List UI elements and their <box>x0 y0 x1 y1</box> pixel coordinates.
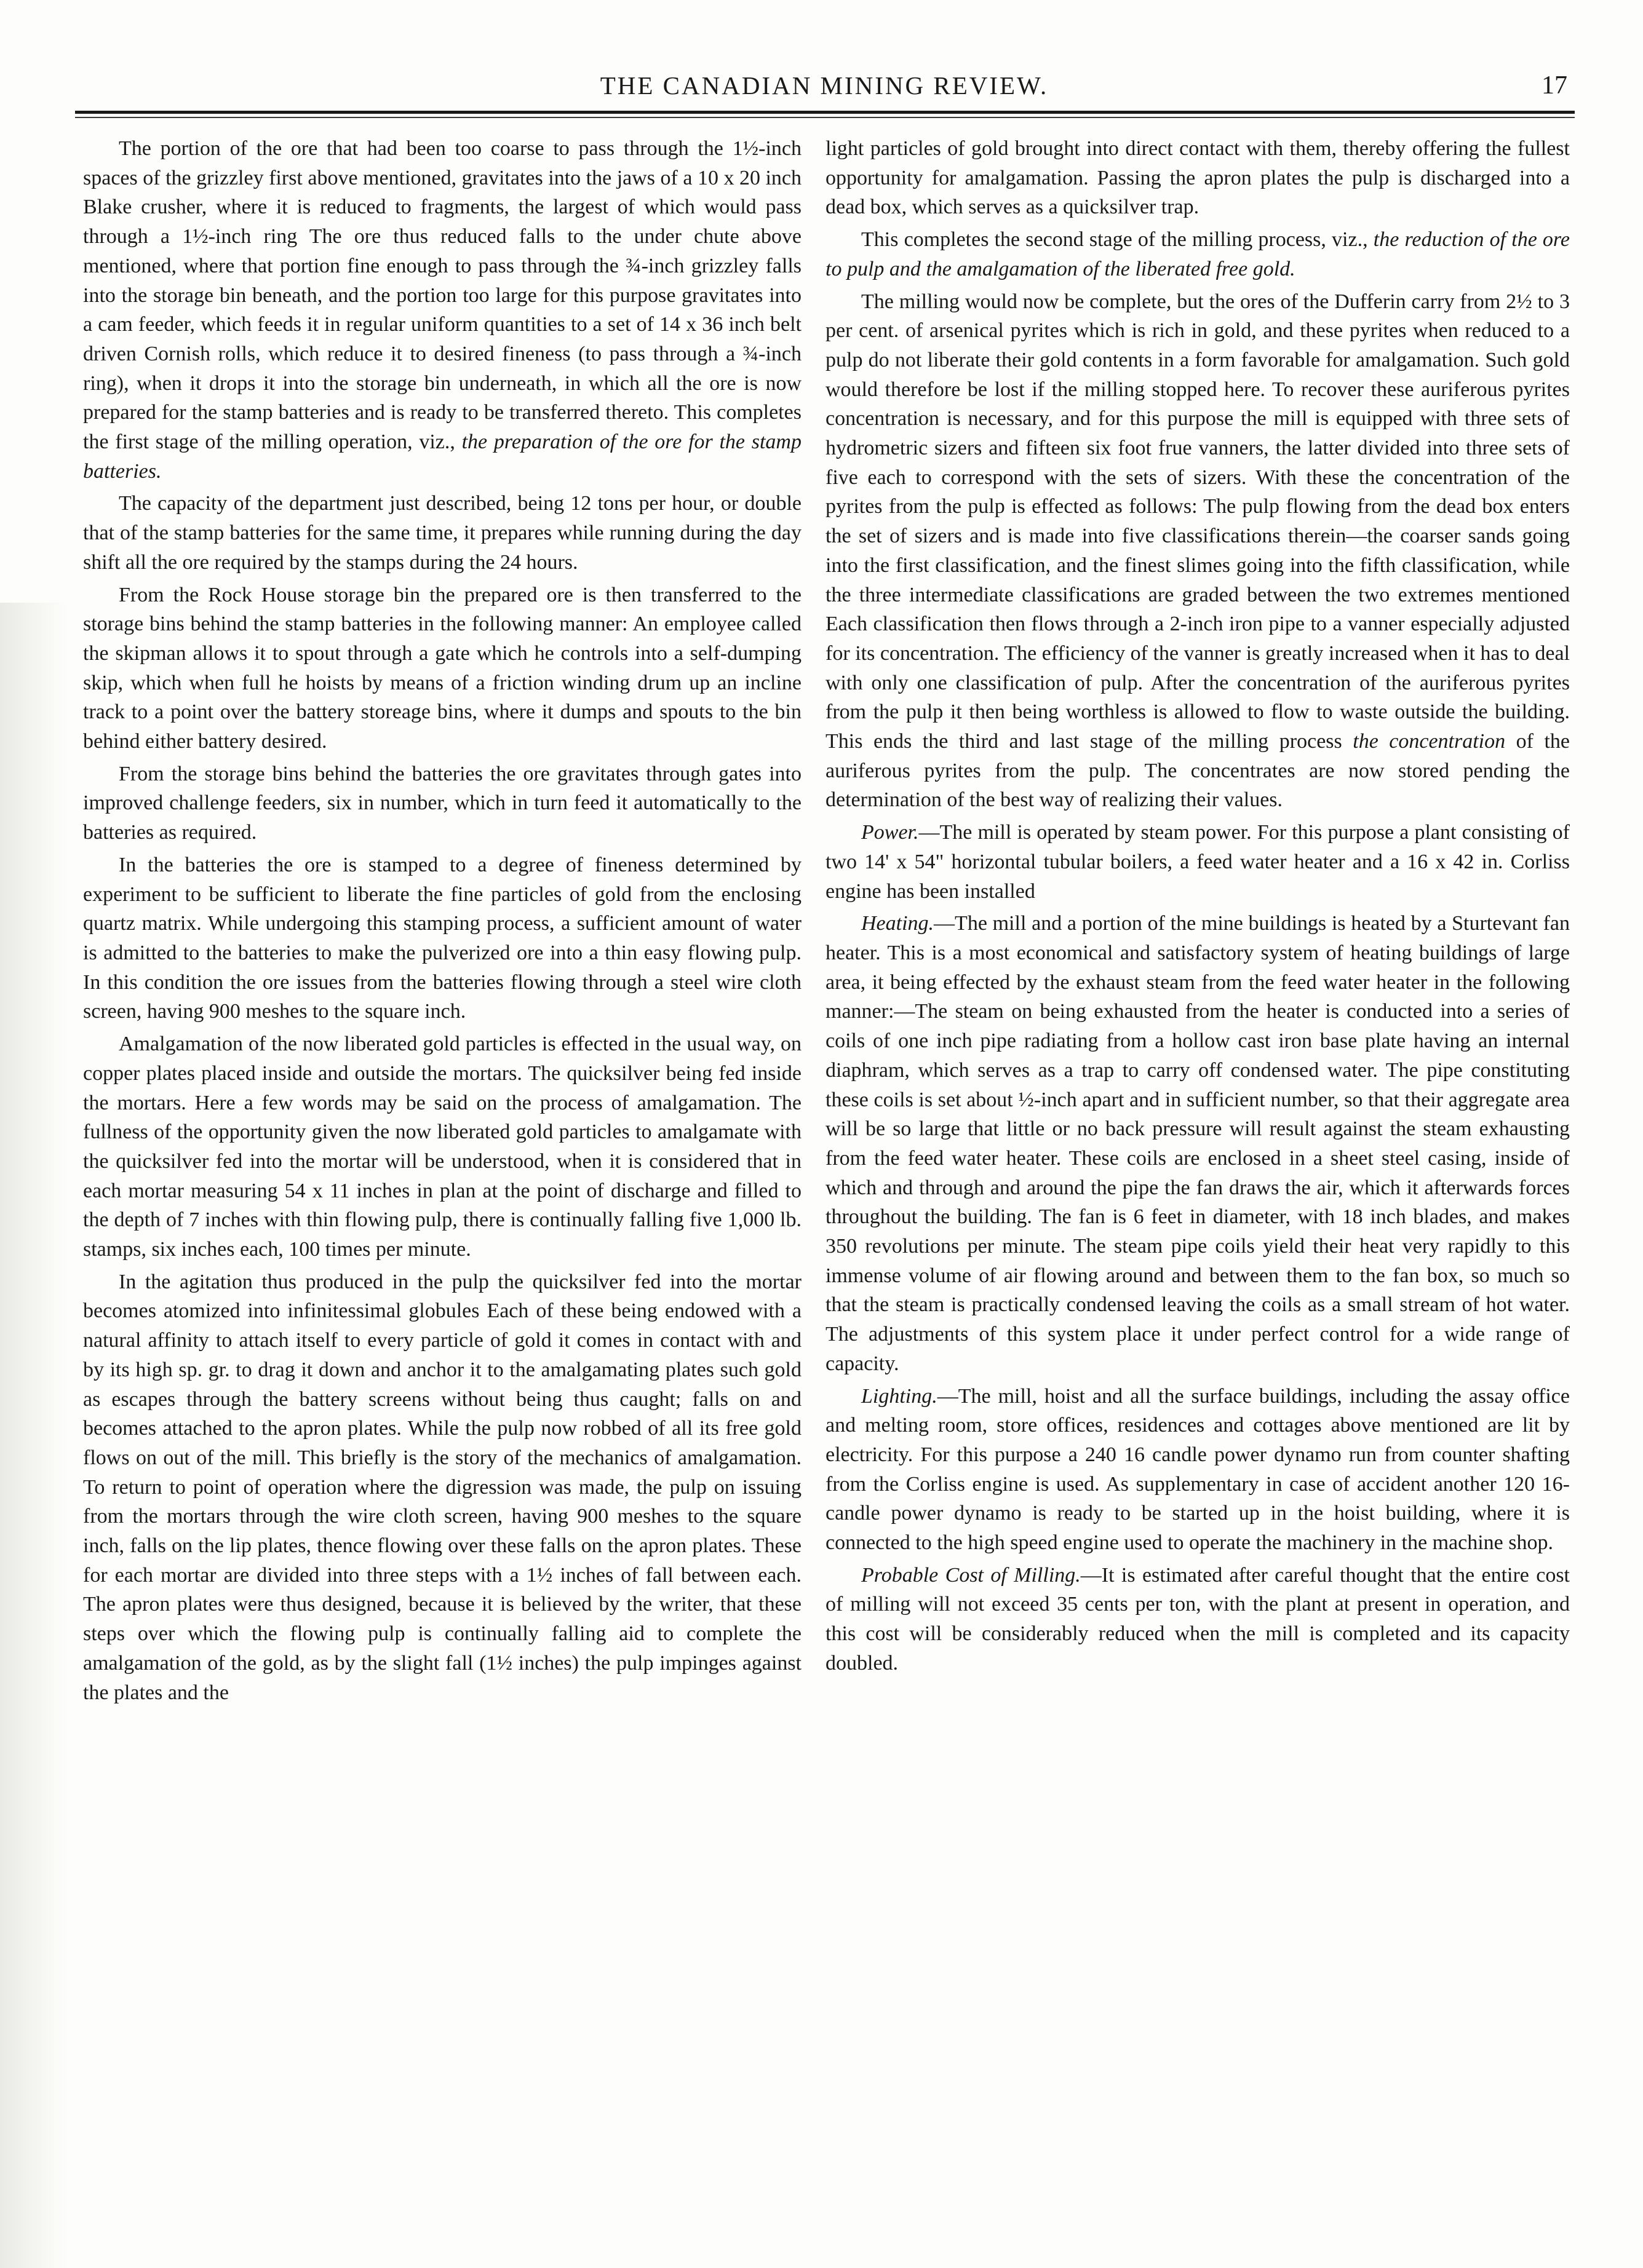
paragraph-amalgamation: Amalgamation of the now liberated gold particles is effected in the usual way, on copper plates placed inside and outside the mortars. The quicksilver being fed inside the mortars. Here a few words may be said on the process of amalgamation. The fullness of the opportunity given the now liberated gold particles to amalgamate with the quicksilver fed into the mortar will be understood, when it is considered that in each mortar measuring 54 x 11 inches in plan at the point of discharge and filled to the depth of 7 inches with thin flowing pulp, there is continually falling five 1,000 lb. stamps, six inches each, 100 times per minute. <box>83 1033 802 1261</box>
first-stage-italic: the preparation of the ore for the stamp batteries. <box>83 430 802 483</box>
paragraph-lighting <box>825 1382 1570 1558</box>
paragraph-continuation: light particles of gold brought into direct contact with them, thereby offering the fullest opportunity for amalgamation. Passing the apron plates the pulp is discharged into a dead box, which serves as a quicksilver trap. <box>825 137 1570 219</box>
lighting-lead: Lighting. <box>861 1384 937 1408</box>
concentration-end: of the auriferous pyrites from the pulp. The concentrates are now stored pending the determination of the best way of realizing their values. <box>825 730 1570 812</box>
power-lead: Power. <box>861 821 919 844</box>
paragraph-agitation: In the agitation thus produced in the pulp the quicksilver fed into the mortar becomes atomized into infinitessimal globules Each of these being endowed with a natural affinity to attach itself to every particle of gold it comes in contact with and by its high sp. gr. to drag it down and anchor it to the amalgamating plates such gold as escapes through the battery screens without being thus caught; falls on and becomes attached to the apron plates. While the pulp now robbed of all its free gold flows on out of the mill. This briefly is the story of the mechanics of amalgamation. To return to point of operation where the digression was made, the pulp on issuing from the mortars through the wire cloth screen, having 900 meshes to the square inch, falls on the lip plates, thence flowing over these falls on the apron plates. These for each mortar are divided into three steps with a 1½ inches of fall between each. The apron plates were thus designed, because it is believed by the writer, that these steps over which the flowing pulp is continually falling aid to complete the amalgamation of the gold, as by the slight fall (1½ inches) the pulp impinges against the plates and the <box>83 1270 802 1704</box>
paragraph-capacity: The capacity of the department just described, being 12 tons per hour, or double that of the stamp batteries for the same time, it prepares while running during the day shift all the ore required by the stamps during the 24 hours. <box>83 492 802 574</box>
heating-lead: Heating. <box>861 912 934 935</box>
paragraph-crusher <box>83 134 802 486</box>
paragraph-cost <box>825 1561 1570 1678</box>
header-rule <box>75 111 1575 114</box>
paragraph-rock-house: From the Rock House storage bin the prepared ore is then transferred to the storage bins behind the stamp batteries in the following manner: An employee called the skipman allows it to spout through a gate which he controls into a self-dumping skip, which when full he hoists by means of a friction winding drum up an incline track to a point over the battery storeage bins, where it dumps and spouts to the bin behind either battery desired. <box>83 583 802 753</box>
heating-text: —The mill and a portion of the mine buildings is heated by a Sturtevant fan heater. This is a most economical and satisfactory system of heating buildings of large area, it being effected by the exhaust steam from the feed water heater in the following manner:—The steam on being exhausted from the heater is conducted into a series of coils of one inch pipe radiating from a hollow cast iron base plate having an internal diaphram, which serves as a trap to carry off condensed water. The pipe constituting these coils is set about ½-inch apart and in sufficient number, so that their aggregate area will be so large that little or no back pressure will result against the steam exhausting from the feed water heater. These coils are enclosed in a sheet steel casing, inside of which and through and around the pipe the fan draws the air, which it afterwards forces throughout the building. The fan is 6 feet in diameter, with 18 inch blades, and makes 350 revolutions per minute. The steam pipe coils yield their heat very rapidly to this immense volume of air flowing around and between them to the fan box, so much so that the steam is practically condensed leaving the coils as a small stream of hot water. The adjustments of this system place it under perfect control for a wide range of capacity. <box>825 912 1570 1375</box>
paragraph-crusher-text: The portion of the ore that had been too coarse to pass through the 1½-inch spaces of the grizzley first above mentioned, gravitates into the jaws of a 10 x 20 inch Blake crusher, where it is reduced to fragments, the largest of which would pass through a 1½-inch ring The ore thus reduced falls to the under chute above mentioned, where that portion fine enough to pass through the ¾-inch grizzley falls into the storage bin beneath, and the portion too large for this purpose gravitates into a cam feeder, which feeds it in regular uniform quantities to a set of 14 x 36 inch belt driven Cornish rolls, which reduce it to desired fineness (to pass through a ¾-inch ring), when it drops it into the storage bin underneath, in which all the ore is now prepared for the stamp batteries and is ready to be transferred thereto. This completes the first stage of the milling operation, viz., <box>83 137 802 454</box>
paragraph-heating <box>825 909 1570 1378</box>
journal-title: THE CANADIAN MINING REVIEW. <box>600 71 1049 100</box>
second-stage-text: This completes the second stage of the milling process, viz., <box>861 228 1368 252</box>
second-stage-italic: the reduction of the ore to pulp and the amalgamation of the liberated free gold. <box>825 228 1570 280</box>
cost-lead: Probable Cost of Milling. <box>861 1563 1081 1587</box>
binding-margin <box>0 603 68 2268</box>
lighting-text: —The mill, hoist and all the surface buildings, including the assay office and melting room, store offices, residences and cottages above mentioned are lit by electricity. For this purpose a 240 16 candle power dynamo run from counter shafting from the Corliss engine is used. As supplementary in case of accident another 120 16-candle power dynamo is ready to be started up in the hoist building, where it is connected to the high speed engine used to operate the machinery in the machine shop. <box>825 1384 1570 1555</box>
cost-text: —It is estimated after careful thought that the entire cost of milling will not exceed 35 cents per ton, with the plant at present in operation, and this cost will be considerably reduced when the mill is completed and its capacity doubled. <box>825 1563 1570 1675</box>
page-header <box>74 66 1575 109</box>
paragraph-batteries: In the batteries the ore is stamped to a degree of fineness determined by experiment to be sufficient to liberate the fine particles of gold from the enclosing quartz matrix. While undergoing this stamping process, a sufficient amount of water is admitted to the batteries to make the pulverized ore into a thin easy flowing pulp. In this condition the ore issues from the batteries flowing through a steel wire cloth screen, having 900 meshes to the square inch. <box>83 853 802 1023</box>
header-rule-thin <box>75 117 1575 118</box>
left-column <box>83 134 802 1710</box>
paragraph-concentration <box>825 287 1570 815</box>
paragraph-power <box>825 818 1570 906</box>
power-text: —The mill is operated by steam power. For this purpose a plant consisting of two 14' x 54" horizontal tubular boilers, a feed water heater and a 16 x 42 in. Corliss engine has been installed <box>825 821 1570 903</box>
right-column <box>825 134 1570 1681</box>
page-number: 17 <box>1542 71 1567 100</box>
concentration-italic: the concentration <box>1353 730 1506 753</box>
concentration-text: The milling would now be complete, but the ores of the Dufferin carry from 2½ to 3 per cent. of arsenical pyrites which is rich in gold, and these pyrites when reduced to a pulp do not liberate their gold contents in a form favorable for amalgamation. Such gold would therefore be lost if the milling stopped here. To recover these auriferous pyrites concentration is necessary, and for this purpose the mill is equipped with three sets of hydrometric sizers and fifteen six foot frue vanners, the latter divided into three sets of five each to correspond with the sets of sizers. With these the concentration of the pyrites from the pulp is effected as follows: The pulp flowing from the dead box enters the set of sizers and is made into five classifications therein—the coarser sands going into the first classification, and the finest slimes going into the fifth classification, while the three intermediate classifications are graded between the two extremes mentioned Each classification then flows through a 2-inch iron pipe to a vanner especially adjusted for its concentration. The efficiency of the vanner is greatly increased when it has to deal with only one classification of pulp. After the concentration of the auriferous pyrites from the pulp it then being worthless is allowed to flow to waste outside the building. This ends the third and last stage of the milling process <box>825 290 1570 753</box>
paragraph-second-stage <box>825 225 1570 284</box>
paragraph-storage-bins: From the storage bins behind the batteries the ore gravitates through gates into improved challenge feeders, six in number, which in turn feed it automatically to the batteries as required. <box>83 762 802 844</box>
